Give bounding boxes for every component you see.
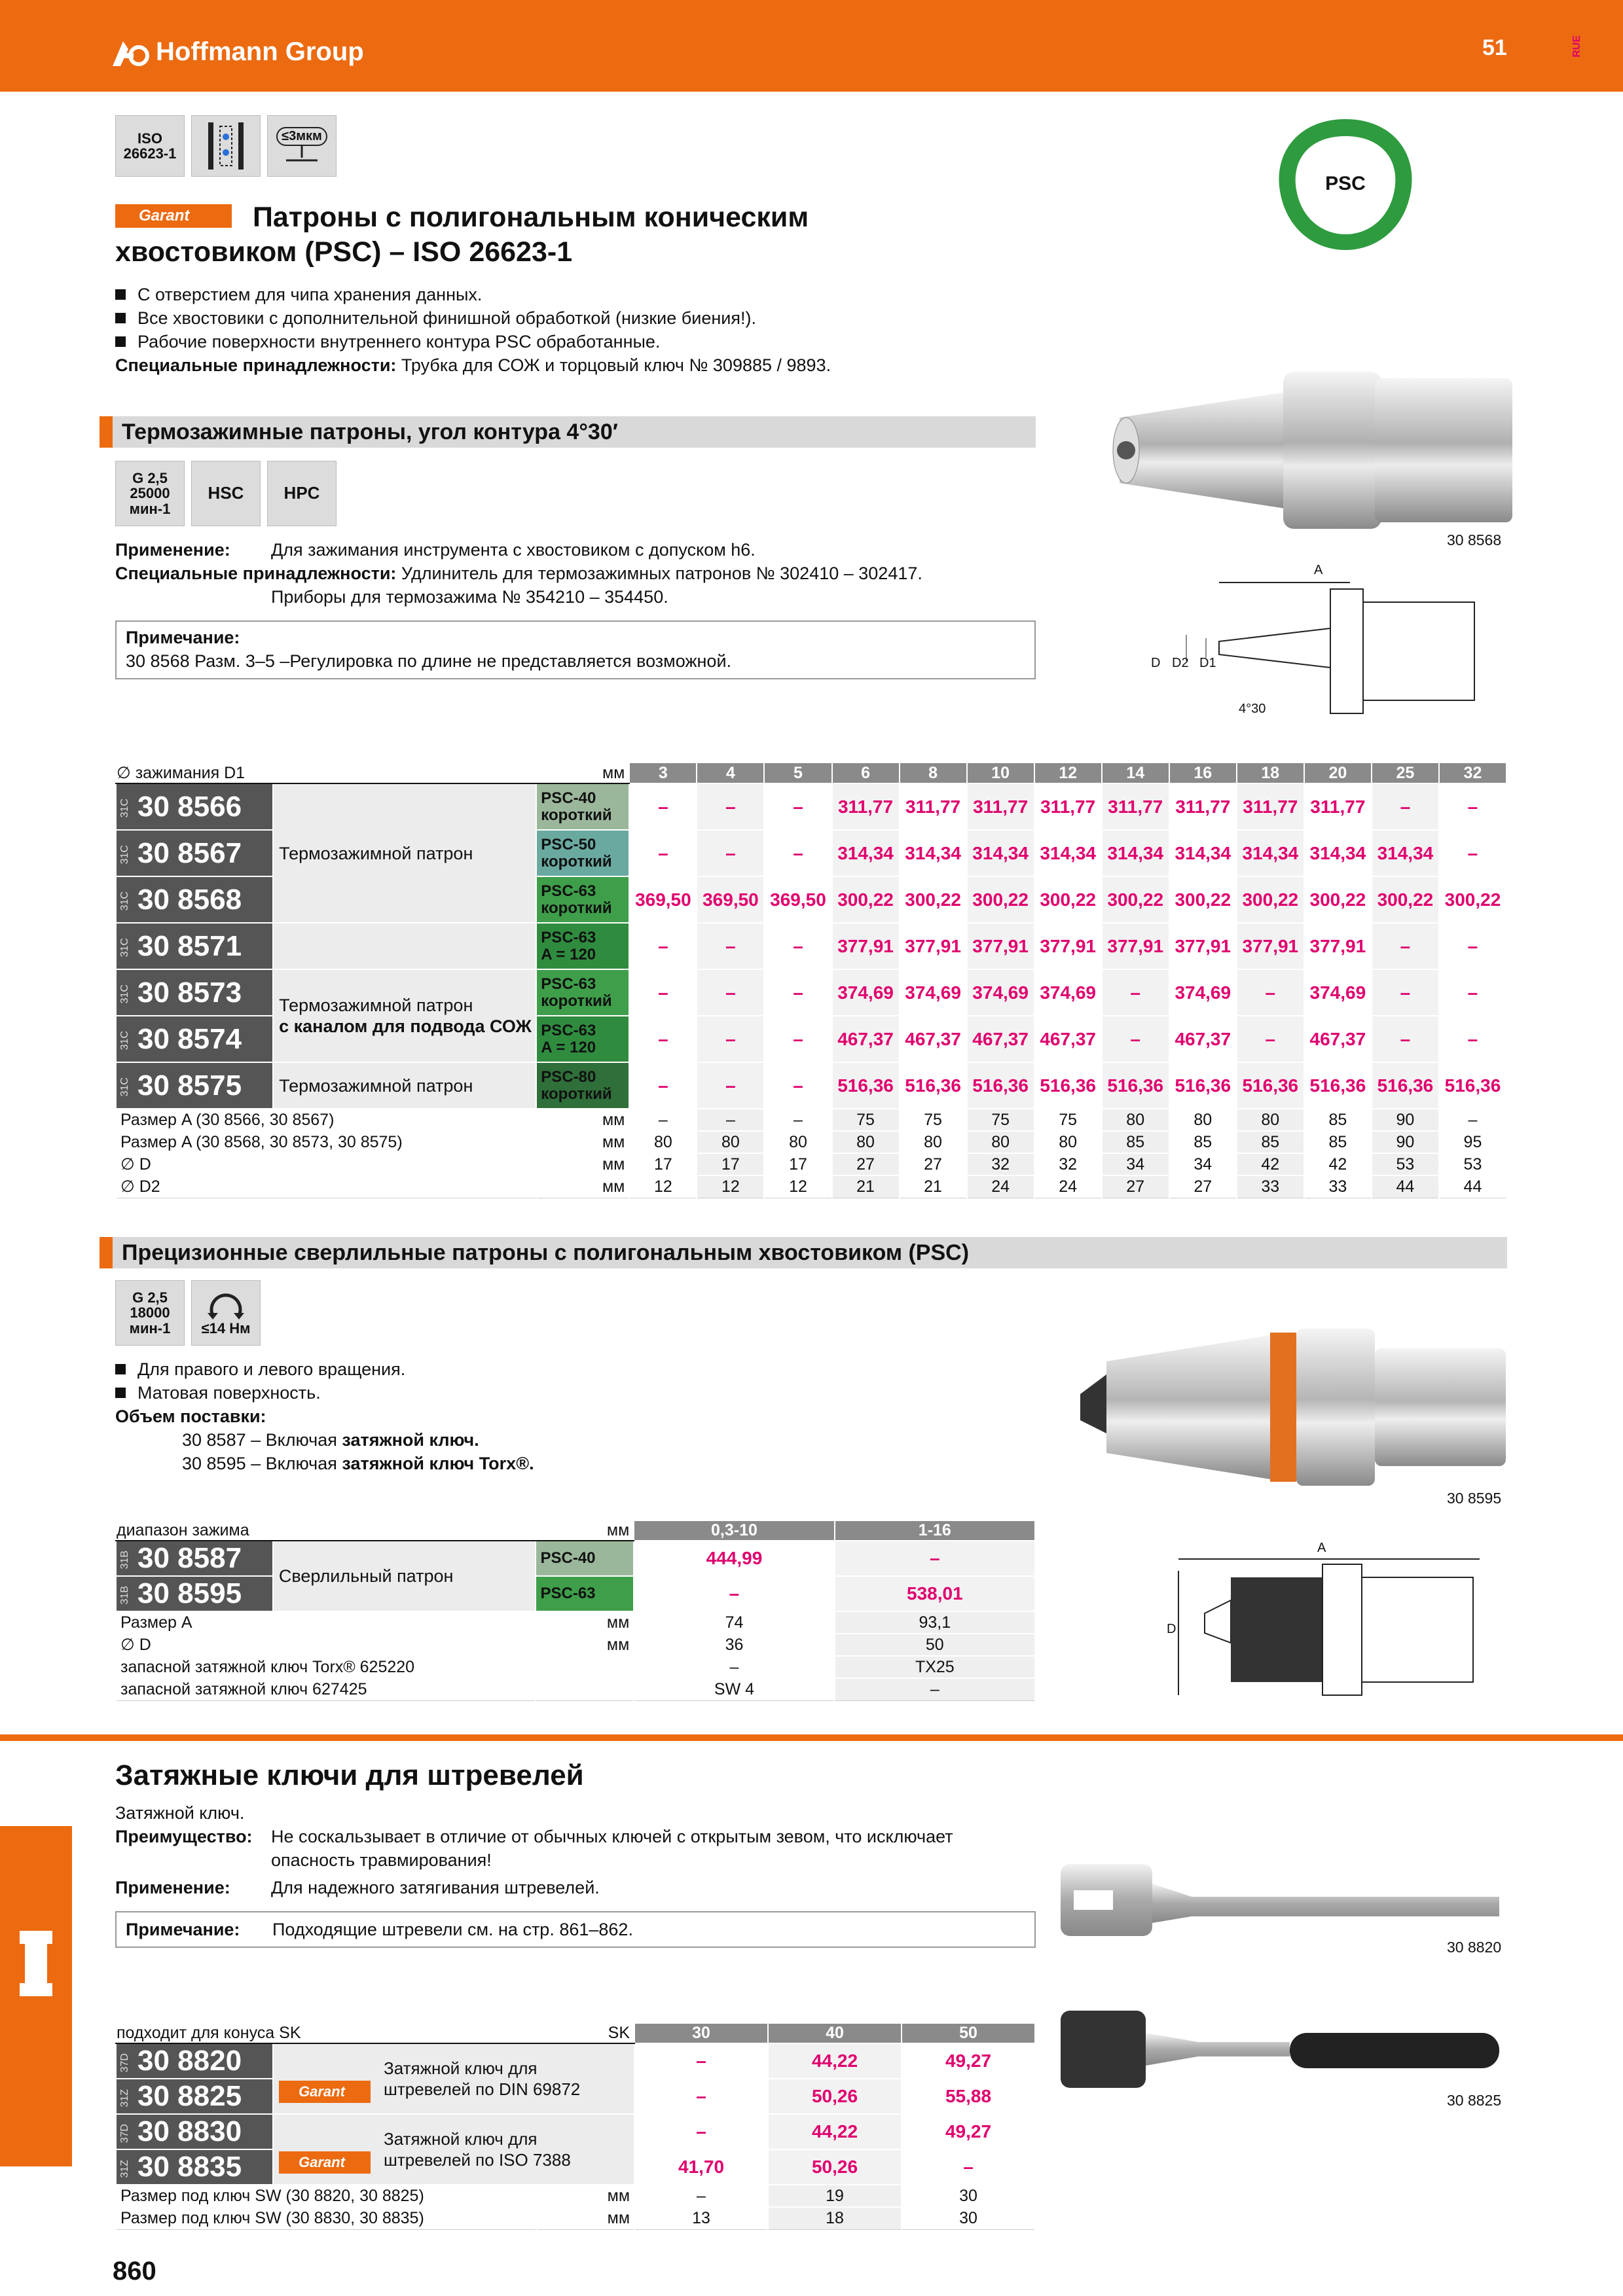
drill-price-table bbox=[115, 1520, 1036, 1701]
torque-value: ≤14 Нм bbox=[201, 1320, 251, 1337]
article-number[interactable]: 31C 30 8566 bbox=[116, 783, 273, 830]
dimension-row: Размер A (30 8568, 30 8573, 30 8575) мм 80 80 80 80 80 80 80 85 85 85 85 90 95 bbox=[116, 1131, 1506, 1153]
article-number[interactable]: 31C 30 8571 bbox=[116, 923, 273, 969]
section-divider bbox=[0, 1734, 1623, 1741]
side-tab bbox=[0, 1826, 72, 2166]
product-description: Термозажимной патрон с каналом для подвода СОЖ bbox=[273, 969, 536, 1062]
table-row: 31C 30 8574 PSC-63 A = 120 – – – 467,37 467,37 467,37 467,37 – 467,37 – 467,37 – – bbox=[116, 1016, 1506, 1062]
thermo-chuck-drawing bbox=[1147, 563, 1514, 733]
thermo-image-caption: 30 8568 bbox=[1447, 531, 1502, 548]
feature-item: Для правого и левого вращения. bbox=[115, 1357, 1032, 1381]
table-row: 31Z 30 8835 41,70 50,26 – bbox=[116, 2149, 1035, 2185]
dimension-row: Размер A (30 8566, 30 8567) мм – – – 75 75 75 75 80 80 80 85 90 – bbox=[116, 1109, 1506, 1131]
drill-chuck-image bbox=[1074, 1309, 1519, 1505]
runout-gauge-icon bbox=[282, 146, 321, 166]
dimension-row: ∅ D мм 36 50 bbox=[116, 1634, 1035, 1656]
table-row: 31B 30 8587 Сверлильный патрон PSC-40 444,99 – bbox=[116, 1541, 1035, 1576]
supply-item: 30 8587 – Включая затяжной ключ. bbox=[182, 1430, 479, 1450]
key-308820-image bbox=[1054, 1857, 1512, 1943]
section-thermo-title: Термозажимные патроны, угол контура 4°30′ bbox=[100, 416, 1036, 448]
thermo-application: Применение: Для зажимания инструмента с хвостовиком с допуском h6. Специальные принадлежности: Удлинитель для термозажимных патронов № 302410 – 302417. Приборы для термозажима № 354210 – 354450. bbox=[115, 540, 922, 607]
key-308825-image bbox=[1054, 2007, 1512, 2092]
table-row: 31C 30 8566 Термозажимной патрон PSC-40 короткий – – – 311,77 311,77 311,77 311,77 311,77 311,77 311,77 311,77 – – bbox=[116, 783, 1506, 830]
table-row: 31Z 30 8825 – 50,26 55,88 bbox=[116, 2079, 1035, 2114]
feature-list bbox=[115, 283, 1097, 377]
brand-logo bbox=[113, 34, 364, 69]
language-tag: RUE bbox=[1571, 35, 1582, 58]
table-header-row: подходит для конуса SK SK 30 40 50 bbox=[116, 2023, 1035, 2043]
supply-item: 30 8595 – Включая затяжной ключ Torx®. bbox=[182, 1454, 534, 1473]
product-description: Термозажимной патрон bbox=[273, 1062, 536, 1109]
article-number[interactable]: 37D 30 8820 bbox=[116, 2043, 273, 2079]
garant-logo: Garant bbox=[279, 2151, 371, 2174]
feature-item: С отверстием для чипа хранения данных. bbox=[115, 283, 1097, 306]
main-title: Патроны с полигональным коническим хвостовиком (PSC) – ISO 26623-1 bbox=[115, 202, 809, 268]
drill-image-caption: 30 8595 bbox=[1447, 1490, 1502, 1507]
garant-logo-text: Garant bbox=[139, 207, 190, 224]
keys-note: Примечание: Подходящие штревели см. на стр. 861–862. bbox=[115, 1911, 1036, 1948]
dimension-row: ∅ D2 мм 12 12 12 21 21 24 24 27 27 33 33 44 44 bbox=[116, 1175, 1506, 1198]
drawing-label-d: D bbox=[1151, 656, 1161, 670]
keys-description: Затяжной ключ. Преимущество: Не соскальзывает в отличие от обычных ключей с открытым зевом, что исключает опасность травмирования! Применение: Для надежного затягивания штревелей. bbox=[115, 1803, 953, 1897]
keys-price-table bbox=[115, 2022, 1036, 2230]
brand-logo-icon bbox=[113, 37, 149, 66]
dimension-row: Размер A мм 74 93,1 bbox=[116, 1611, 1035, 1634]
drill-chuck-drawing bbox=[1165, 1541, 1506, 1708]
thermo-price-table bbox=[115, 762, 1507, 1198]
psc-badge-label: PSC bbox=[1325, 173, 1366, 194]
balance-symbol: G 2,5 25000 мин-1 bbox=[115, 461, 185, 526]
thermo-note: Примечание: 30 8568 Разм. 3–5 –Регулировка по длине не представляется возможной. bbox=[115, 620, 1036, 679]
runout-symbol bbox=[267, 115, 337, 177]
table-header-row: ∅ зажимания D1 мм 3 4 5 6 8 10 12 14 16 18 20 25 32 bbox=[116, 762, 1506, 783]
product-description: Garant Затяжной ключ для штревелей по DIN 69872 bbox=[273, 2043, 634, 2114]
article-number[interactable]: 31C 30 8567 bbox=[116, 830, 273, 876]
dimension-row: запасной затяжной ключ 627425 SW 4 – bbox=[116, 1678, 1035, 1700]
article-number[interactable]: 31B 30 8595 bbox=[116, 1576, 273, 1611]
dimension-row: Размер под ключ SW (30 8820, 30 8825) мм – 19 30 bbox=[116, 2185, 1035, 2207]
table-header-row: диапазон зажима мм 0,3-10 1-16 bbox=[116, 1520, 1035, 1541]
product-description: Сверлильный патрон bbox=[273, 1541, 536, 1611]
garant-logo: Garant bbox=[279, 2081, 371, 2103]
table-header-label: ∅ зажимания D1 bbox=[116, 762, 536, 783]
torque-symbol bbox=[191, 1280, 261, 1346]
drawing-label-a: A bbox=[1317, 1541, 1326, 1555]
drill-features bbox=[115, 1357, 1032, 1475]
footer-page-number: 860 bbox=[113, 2257, 156, 2286]
runout-value: ≤3мкм bbox=[276, 127, 327, 146]
brand-name: Hoffmann Group bbox=[156, 37, 364, 66]
table-row: 31C 30 8568 PSC-63 короткий 369,50 369,50 369,50 300,22 300,22 300,22 300,22 300,22 300,22 300,22 300,22 300,22 300,22 bbox=[116, 876, 1506, 923]
dimension-row: ∅ D мм 17 17 17 27 27 32 32 34 34 42 42 53 53 bbox=[116, 1153, 1506, 1175]
article-number[interactable]: 37D 30 8830 bbox=[116, 2114, 273, 2149]
feature-item: Все хвостовики с дополнительной финишной обработкой (низкие биения!). bbox=[115, 306, 1097, 330]
section-drill-title: Прецизионные сверлильные патроны с полигональным хвостовиком (PSC) bbox=[100, 1237, 1507, 1268]
iso-symbol: ISO 26623-1 bbox=[115, 115, 185, 177]
table-header-unit: мм bbox=[536, 762, 629, 783]
article-number[interactable]: 31Z 30 8825 bbox=[116, 2079, 273, 2114]
drawing-label-d2: D2 bbox=[1172, 656, 1189, 670]
table-row: 37D 30 8830 Garant Затяжной ключ для штревелей по ISO 7388 – 44,22 49,27 bbox=[116, 2114, 1035, 2149]
product-description: Термозажимной патрон bbox=[273, 783, 536, 923]
article-number[interactable]: 31C 30 8575 bbox=[116, 1062, 273, 1109]
feature-item: Матовая поверхность. bbox=[115, 1381, 1032, 1405]
drawing-label-angle: 4°30 bbox=[1239, 702, 1266, 716]
psc-badge bbox=[1270, 113, 1421, 257]
hpc-symbol: HPC bbox=[267, 461, 337, 526]
key-308825-caption: 30 8825 bbox=[1447, 2092, 1502, 2109]
special-accessories: Специальные принадлежности: Трубка для СОЖ и торцовый ключ № 309885 / 9893. bbox=[115, 355, 831, 375]
drawing-label-d: D bbox=[1167, 1622, 1176, 1636]
article-number[interactable]: 31C 30 8568 bbox=[116, 876, 273, 923]
hsc-symbol: HSC bbox=[191, 461, 261, 526]
tool-holder-icon bbox=[0, 1905, 72, 2049]
article-number[interactable]: 31C 30 8573 bbox=[116, 969, 273, 1016]
article-number[interactable]: 31B 30 8587 bbox=[116, 1541, 273, 1576]
page-number: 51 bbox=[1482, 35, 1507, 60]
drawing-label-d1: D1 bbox=[1199, 656, 1216, 670]
balance-symbol: G 2,5 18000 мин-1 bbox=[115, 1280, 185, 1346]
feature-item: Рабочие поверхности внутреннего контура PSC обработанные. bbox=[115, 330, 1097, 353]
drawing-label-a: A bbox=[1314, 563, 1323, 577]
table-row: 31C 30 8567 PSC-50 короткий – – – 314,34 314,34 314,34 314,34 314,34 314,34 314,34 314,34 314,34 – bbox=[116, 830, 1506, 876]
table-row: 31C 30 8573 Термозажимной патрон с каналом для подвода СОЖ PSC-63 короткий – – – 374,69 374,69 374,69 374,69 – 374,69 – 374,69 – – bbox=[116, 969, 1506, 1016]
key-308820-caption: 30 8820 bbox=[1447, 1939, 1502, 1956]
section-keys-title: Затяжные ключи для штревелей bbox=[115, 1759, 584, 1791]
table-row: 31C 30 8575 Термозажимной патрон PSC-80 короткий – – – 516,36 516,36 516,36 516,36 516,36 516,36 516,36 516,36 516,36 516,36 bbox=[116, 1062, 1506, 1109]
article-number[interactable]: 31C 30 8574 bbox=[116, 1016, 273, 1062]
table-row: 31B 30 8595 PSC-63 – 538,01 bbox=[116, 1576, 1035, 1611]
data-chip-icon bbox=[191, 115, 261, 177]
table-row: 37D 30 8820 Garant Затяжной ключ для штревелей по DIN 69872 – 44,22 49,27 bbox=[116, 2043, 1035, 2079]
dimension-row: Размер под ключ SW (30 8830, 30 8835) мм 13 18 30 bbox=[116, 2207, 1035, 2229]
thermo-chuck-image bbox=[1106, 346, 1525, 555]
product-description: Garant Затяжной ключ для штревелей по ISO 7388 bbox=[273, 2114, 634, 2185]
table-row: 31C 30 8571 PSC-63 A = 120 – – – 377,91 377,91 377,91 377,91 377,91 377,91 377,91 377,91 – – bbox=[116, 923, 1506, 969]
dimension-row: запасной затяжной ключ Torx® 625220 – TX25 bbox=[116, 1656, 1035, 1678]
torque-icon bbox=[206, 1289, 246, 1321]
article-number[interactable]: 31Z 30 8835 bbox=[116, 2149, 273, 2185]
supply-label: Объем поставки: bbox=[115, 1407, 266, 1426]
